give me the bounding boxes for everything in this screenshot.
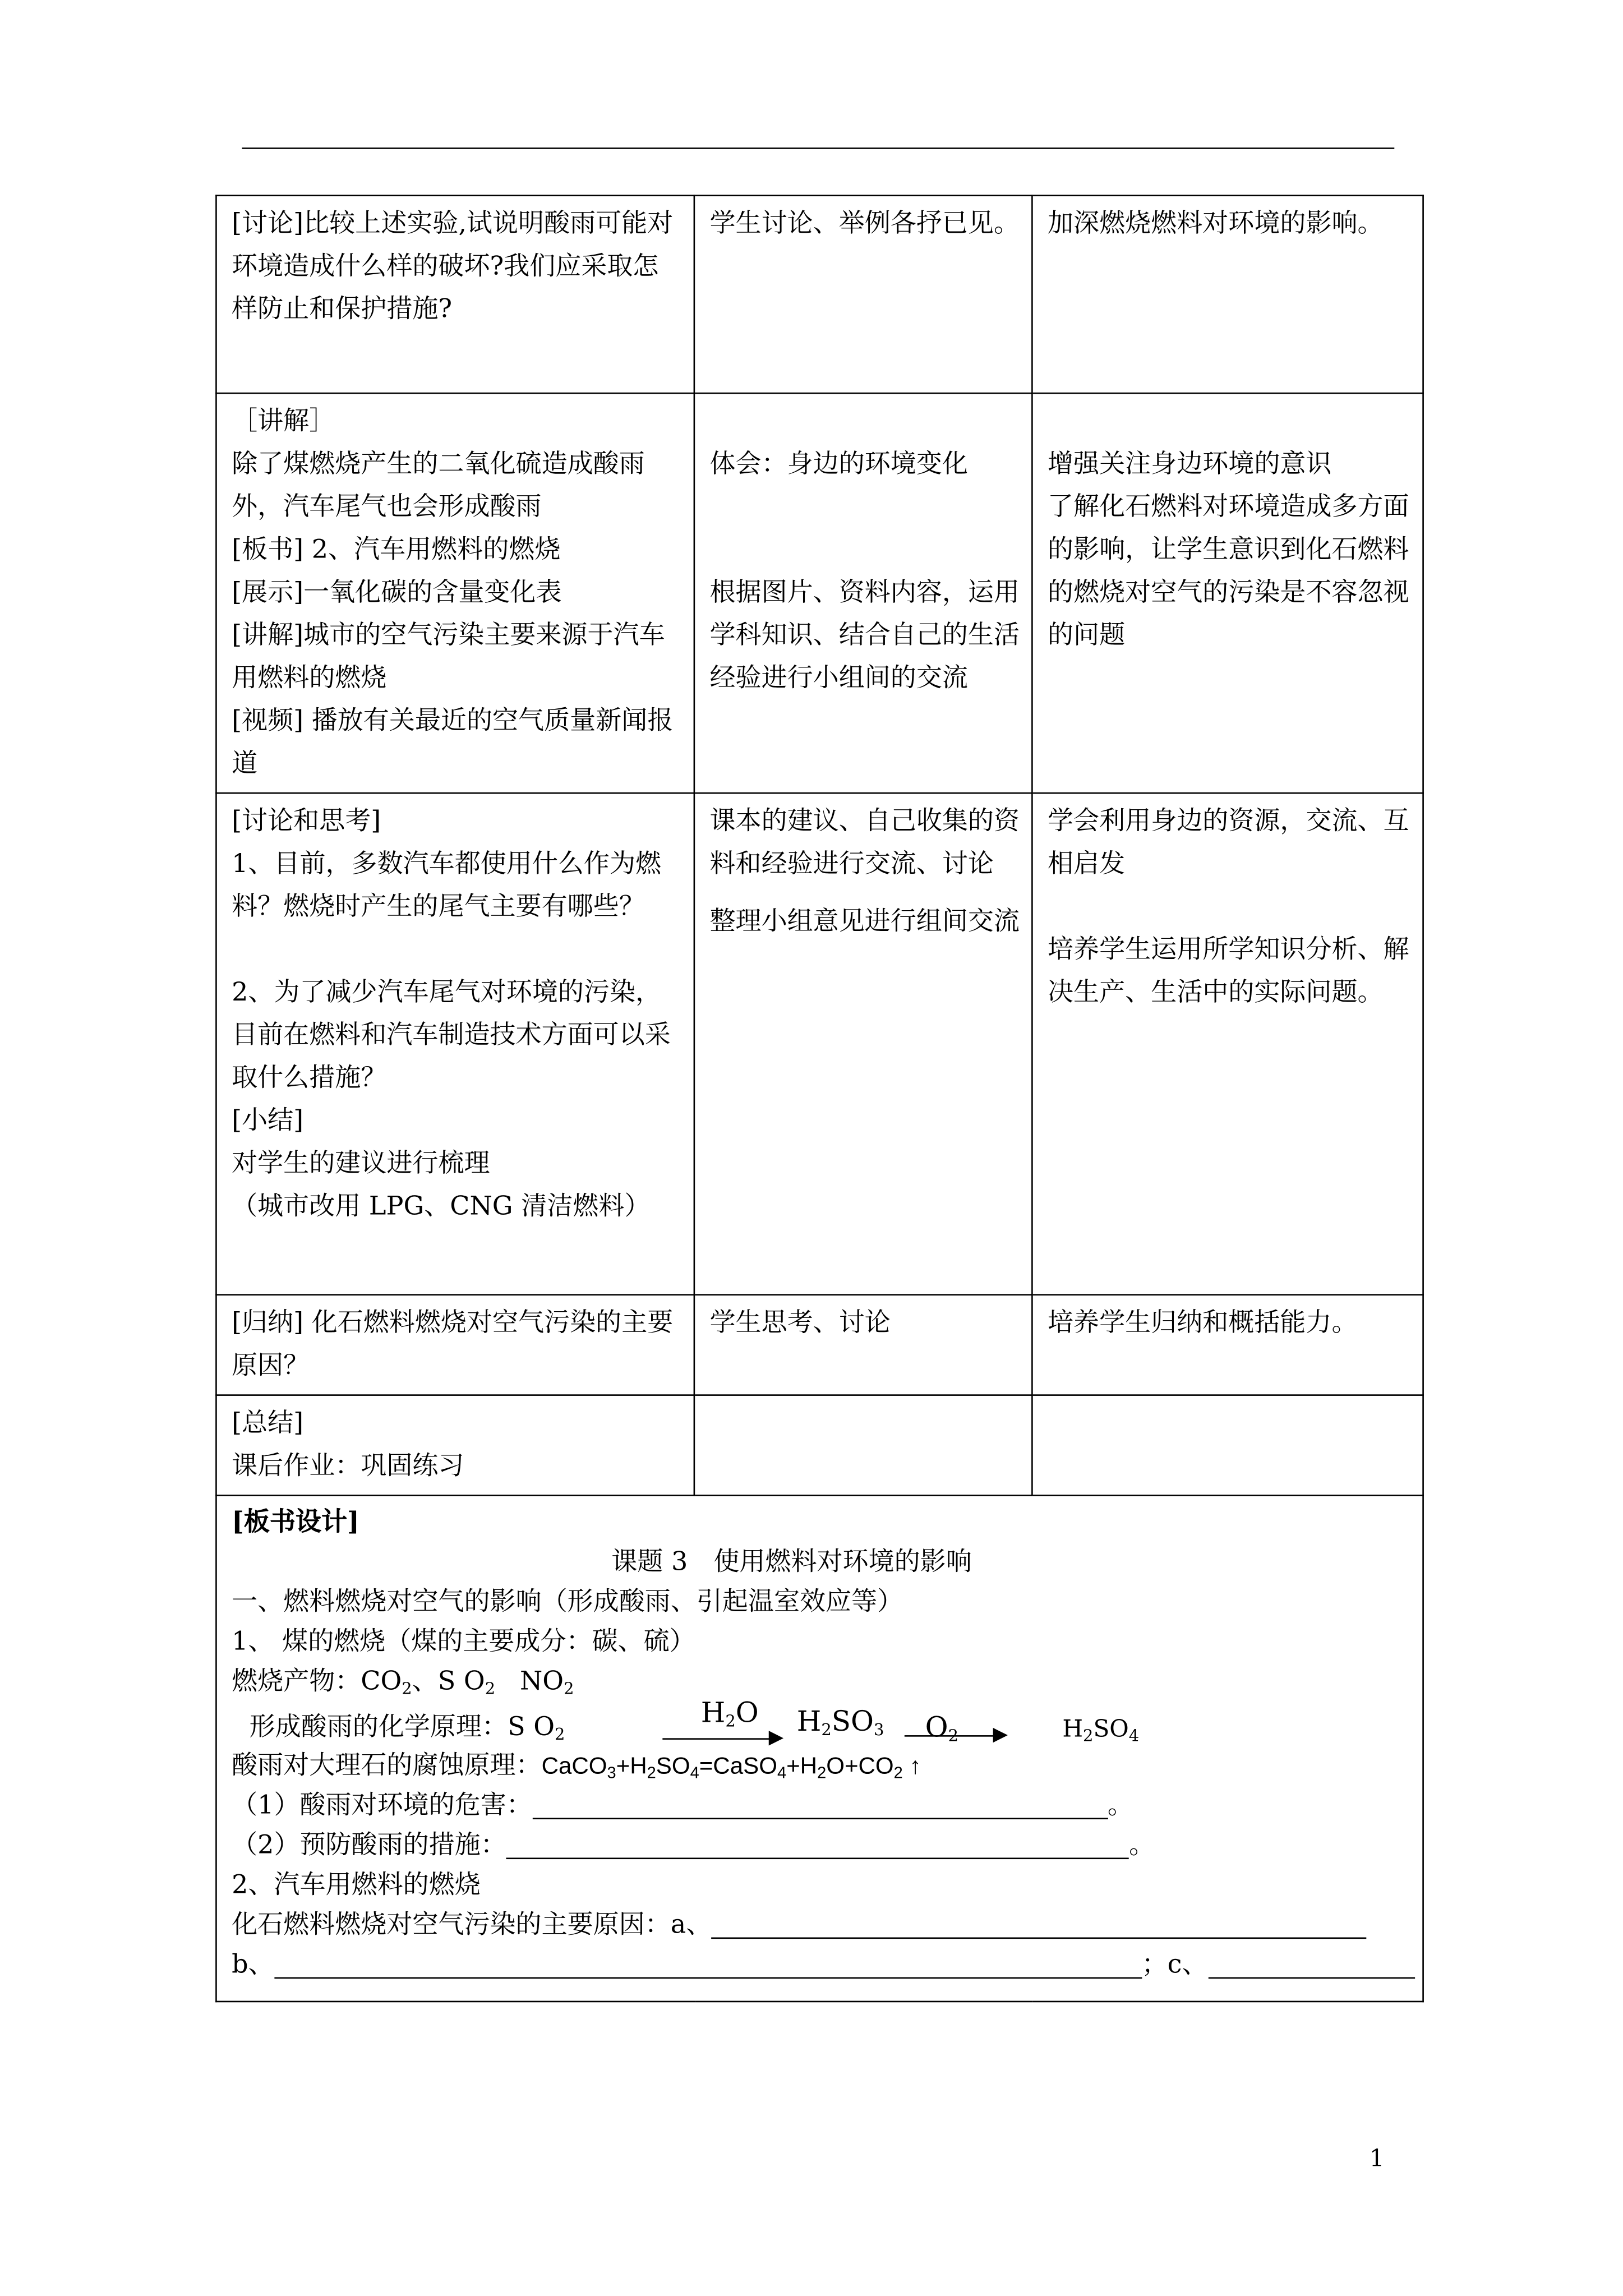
student-activity-cell: 学生讨论、举例各抒已见。 [694, 196, 1032, 394]
table-row [216, 793, 1423, 1295]
design-intent-cell [1032, 1395, 1423, 1496]
student-activity-cell: 体会：身边的环境变化 根据图片、资料内容，运用学科知识、结合自己的生活经验进行小组间的交流 [694, 393, 1032, 793]
student-activity-cell: 学生思考、讨论 [694, 1295, 1032, 1395]
answer-blank[interactable] [274, 1951, 1142, 1979]
marble-corrosion: 酸雨对大理石的腐蚀原理：$CaCO_3+H_2SO_4=CaSO_4+H_2O+CO_2$ ↑ [232, 1751, 921, 1783]
reaction-arrow-1 [662, 1738, 780, 1740]
sulfuric-acid: $H_2SO_4$ [1062, 1714, 1140, 1746]
answer-blank[interactable] [532, 1791, 1108, 1819]
reaction-arrow-2 [905, 1735, 1005, 1737]
table-row [216, 1395, 1423, 1496]
board-item-1: 1、 煤的燃烧（煤的主要成分：碳、硫） [232, 1627, 695, 1657]
teacher-activity-cell: [归纳] 化石燃料燃烧对空气污染的主要原因？ [216, 1295, 694, 1395]
teacher-activity-cell: [讨论]比较上述实验,试说明酸雨可能对环境造成什么样的破坏?我们应采取怎 样防止和保护措施? [216, 196, 694, 394]
teacher-activity-cell: [总结] 课后作业：巩固练习 [216, 1395, 694, 1496]
board-title: 课题 3 使用燃料对环境的影响 [611, 1547, 972, 1578]
design-intent-cell: 增强关注身边环境的意识 了解化石燃料对环境造成多方面的影响，让学生意识到化石燃料的燃烧对空气的污染是不容忽视的问题 [1032, 393, 1423, 793]
reagent-water: $H_2O$ [700, 1696, 759, 1731]
header-rule [242, 147, 1394, 149]
board-section-1: 一、燃料燃烧对空气的影响（形成酸雨、引起温室效应等） [232, 1587, 903, 1617]
sulfurous-acid: $H_2SO_3$ [796, 1705, 884, 1740]
acid-rain-reaction: 形成酸雨的化学原理：S $O_2$ $H_2O$ $H_2SO_3$ $O_2$ $H_2SO_4$ [232, 1703, 1410, 1747]
reagent-oxygen: $O_2$ [925, 1711, 959, 1746]
student-activity-cell [694, 1395, 1032, 1496]
question-prevention: （2）预防酸雨的措施： 。 [232, 1831, 1155, 1861]
teacher-activity-cell: [讨论和思考] 1、目前，多数汽车都使用什么作为燃料？燃烧时产生的尾气主要有哪些？ 2、为了减少汽车尾气对环境的污染，目前在燃料和汽车制造技术方面可以采取什么措施？ [小结] 对学生的建议进行梳理 （城市改用 LPG、CNG 清洁燃料） [216, 793, 694, 1295]
answer-blank[interactable] [712, 1911, 1367, 1939]
table-row [216, 196, 1423, 394]
lesson-table [215, 195, 1424, 2002]
board-heading: [板书设计] [232, 1507, 359, 1538]
table-row [216, 1295, 1423, 1395]
answer-blank[interactable] [1208, 1951, 1414, 1979]
board-item-2: 2、汽车用燃料的燃烧 [232, 1871, 481, 1901]
student-activity-cell: 课本的建议、自己收集的资料和经验进行交流、讨论 整理小组意见进行组间交流 [694, 793, 1032, 1295]
teacher-activity-cell: ［讲解］ 除了煤燃烧产生的二氧化硫造成酸雨外，汽车尾气也会形成酸雨 [板书] 2、汽车用燃料的燃烧 [展示]一氧化碳的含量变化表 [讲解]城市的空气污染主要来源于汽车用燃料的燃烧 [视频] 播放有关最近的空气质量新闻报道 [216, 393, 694, 793]
board-design-row [216, 1496, 1423, 2002]
design-intent-cell: 培养学生归纳和概括能力。 [1032, 1295, 1423, 1395]
answer-blank[interactable] [506, 1831, 1129, 1859]
question-harm: （1）酸雨对环境的危害： 。 [232, 1791, 1133, 1821]
board-design-cell [216, 1496, 1423, 2002]
main-causes: 化石燃料燃烧对空气污染的主要原因：a、 [232, 1906, 1410, 1946]
combustion-products: 燃烧产物：$CO_2$、S $O_2$ $NO_2$ [232, 1667, 574, 1699]
page-number: 1 [1369, 2143, 1385, 2172]
main-causes-bc: b、 ；c、 [232, 1946, 1410, 1986]
table-row [216, 393, 1423, 793]
design-intent-cell: 加深燃烧燃料对环境的影响。 [1032, 196, 1423, 394]
design-intent-cell: 学会利用身边的资源，交流、互相启发 培养学生运用所学知识分析、解决生产、生活中的实际问题。 [1032, 793, 1423, 1295]
